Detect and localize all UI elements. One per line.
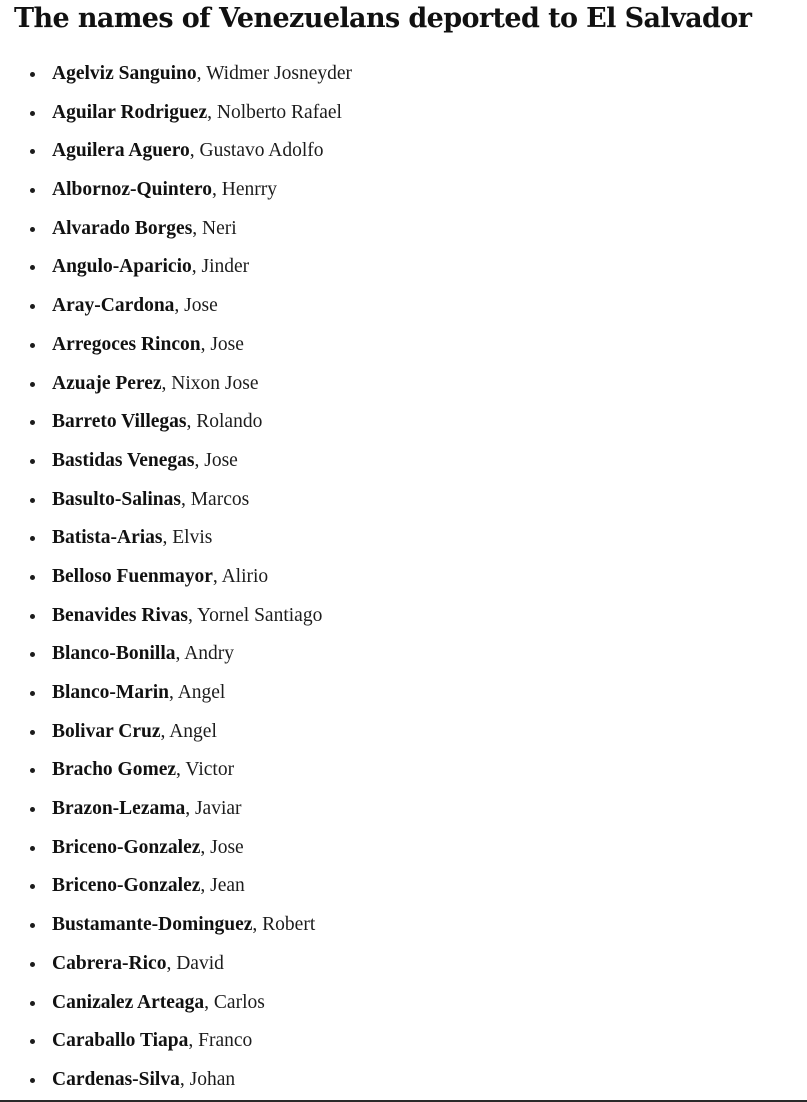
list-item: Bustamante-Dominguez, Robert xyxy=(0,906,352,945)
surname: Blanco-Marin xyxy=(52,682,169,703)
surname: Aray-Cardona xyxy=(52,295,175,317)
bullet-icon xyxy=(30,382,35,387)
surname: Azuaje Perez xyxy=(52,372,162,394)
given-name: Jose xyxy=(210,333,244,355)
bullet-icon xyxy=(30,265,35,270)
given-name: Robert xyxy=(262,914,316,936)
bullet-icon xyxy=(30,691,35,696)
bullet-icon xyxy=(30,188,35,193)
list-item: Belloso Fuenmayor, Alirio xyxy=(0,558,352,597)
bullet-icon xyxy=(30,498,35,503)
given-name: Nixon Jose xyxy=(171,372,259,394)
surname: Arregoces Rincon xyxy=(52,333,201,355)
bullet-icon xyxy=(30,923,35,928)
list-item: Bracho Gomez, Victor xyxy=(0,751,352,790)
surname: Albornoz-Quintero xyxy=(52,179,212,201)
surname: Bolivar Cruz xyxy=(52,720,161,742)
bullet-icon xyxy=(30,962,35,967)
bullet-icon xyxy=(30,227,35,232)
list-item: Bolivar Cruz, Angel xyxy=(0,713,352,752)
bullet-icon xyxy=(30,420,35,425)
surname: Basulto-Salinas xyxy=(52,488,181,510)
given-name: Yornel Santiago xyxy=(197,604,323,626)
surname: Barreto Villegas xyxy=(52,411,187,433)
given-name: Gustavo Adolfo xyxy=(199,140,324,162)
surname: Briceno-Gonzalez xyxy=(52,836,201,858)
list-item: Albornoz-Quintero, Henrry xyxy=(0,171,352,210)
bullet-icon xyxy=(30,343,35,348)
given-name: Marcos xyxy=(190,488,250,510)
surname: Batista-Arias xyxy=(52,527,163,549)
surname: Agelviz Sanguino xyxy=(52,63,197,84)
list-item: Blanco-Bonilla, Andry xyxy=(0,635,352,674)
given-name: Jose xyxy=(204,449,238,471)
surname: Briceno-Gonzalez xyxy=(52,875,201,897)
list-item: Barreto Villegas, Rolando xyxy=(0,403,352,442)
list-item: Angulo-Aparicio, Jinder xyxy=(0,248,352,287)
given-name: Jose xyxy=(210,836,244,858)
surname: Aguilar Rodriguez xyxy=(52,101,208,123)
given-name: Nolberto Rafael xyxy=(216,101,342,123)
list-item: Benavides Rivas, Yornel Santiago xyxy=(0,597,352,636)
surname: Alvarado Borges xyxy=(52,217,193,239)
bullet-icon xyxy=(30,459,35,464)
given-name: Widmer Josneyder xyxy=(206,63,353,84)
bullet-icon xyxy=(30,807,35,812)
bullet-icon xyxy=(30,111,35,116)
bullet-icon xyxy=(30,652,35,657)
list-item: Azuaje Perez, Nixon Jose xyxy=(0,365,352,404)
list-item: Canizalez Arteaga, Carlos xyxy=(0,984,352,1023)
given-name: Johan xyxy=(189,1068,236,1090)
surname: Bastidas Venegas xyxy=(52,449,195,471)
surname: Caraballo Tiapa xyxy=(52,1030,189,1052)
surname: Aguilera Aguero xyxy=(52,140,190,162)
given-name: Andry xyxy=(184,643,235,665)
list-item: Aguilar Rodriguez, Nolberto Rafael xyxy=(0,94,352,133)
bullet-icon xyxy=(30,149,35,154)
bullet-icon xyxy=(30,846,35,851)
given-name: Franco xyxy=(198,1030,253,1052)
list-item: Agelviz Sanguino, Widmer Josneyder xyxy=(0,55,352,94)
list-item: Brazon-Lezama, Javiar xyxy=(0,790,352,829)
given-name: Angel xyxy=(169,720,217,742)
list-item: Cardenas-Silva, Johan xyxy=(0,1061,352,1100)
given-name: Jinder xyxy=(201,256,250,278)
bullet-icon xyxy=(30,1078,35,1083)
given-name: David xyxy=(176,952,224,974)
surname: Bustamante-Dominguez xyxy=(52,914,253,936)
surname: Bracho Gomez xyxy=(52,759,177,781)
list-item: Alvarado Borges, Neri xyxy=(0,210,352,249)
surname: Cabrera-Rico xyxy=(52,952,167,974)
surname: Blanco-Bonilla xyxy=(52,643,176,665)
list-item: Arregoces Rincon, Jose xyxy=(0,326,352,365)
list-item: Aguilera Aguero, Gustavo Adolfo xyxy=(0,132,352,171)
given-name: Henrry xyxy=(221,179,277,201)
given-name: Carlos xyxy=(213,991,265,1013)
surname: Angulo-Aparicio xyxy=(52,256,192,278)
bullet-icon xyxy=(30,614,35,619)
surname: Benavides Rivas xyxy=(52,604,188,626)
surname: Belloso Fuenmayor xyxy=(52,565,213,587)
bullet-icon xyxy=(30,768,35,773)
list-item: Cabrera-Rico, David xyxy=(0,945,352,984)
list-item: Bastidas Venegas, Jose xyxy=(0,442,352,481)
given-name: Jose xyxy=(184,295,218,317)
bullet-icon xyxy=(30,730,35,735)
bullet-icon xyxy=(30,72,35,77)
list-item: Basulto-Salinas, Marcos xyxy=(0,481,352,520)
given-name: Angel xyxy=(177,682,226,703)
given-name: Javiar xyxy=(194,798,242,820)
page-title: The names of Venezuelans deported to El Salvador xyxy=(14,3,752,34)
given-name: Jean xyxy=(210,875,245,897)
list-item: Batista-Arias, Elvis xyxy=(0,519,352,558)
bullet-icon xyxy=(30,1001,35,1006)
given-name: Alirio xyxy=(221,565,269,587)
bullet-icon xyxy=(30,304,35,309)
surname: Canizalez Arteaga xyxy=(52,991,205,1013)
given-name: Rolando xyxy=(196,411,263,433)
given-name: Neri xyxy=(202,217,237,239)
list-item: Briceno-Gonzalez, Jose xyxy=(0,829,352,868)
deportee-name-list xyxy=(0,55,352,1100)
given-name: Elvis xyxy=(172,527,213,549)
surname: Brazon-Lezama xyxy=(52,798,186,820)
bullet-icon xyxy=(30,1039,35,1044)
surname: Cardenas-Silva xyxy=(52,1068,180,1090)
list-item: Aray-Cardona, Jose xyxy=(0,287,352,326)
list-item: Briceno-Gonzalez, Jean xyxy=(0,867,352,906)
bullet-icon xyxy=(30,884,35,889)
bullet-icon xyxy=(30,536,35,541)
given-name: Victor xyxy=(185,759,235,781)
list-item: Blanco-Marin, Angel xyxy=(0,674,352,713)
list-item: Caraballo Tiapa, Franco xyxy=(0,1022,352,1061)
bullet-icon xyxy=(30,575,35,580)
